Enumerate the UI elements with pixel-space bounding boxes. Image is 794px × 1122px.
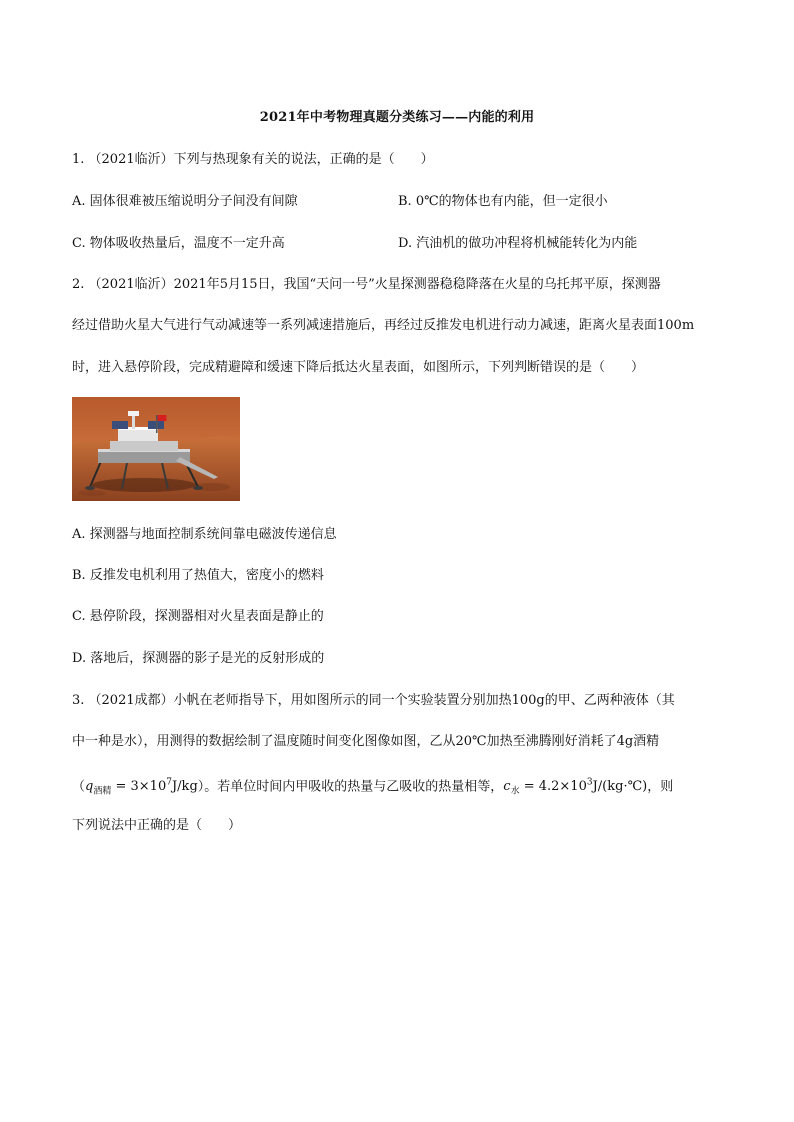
c-value: = 4.2×10 <box>519 779 587 795</box>
q3-mid-text: ）。若单位时间内甲吸收的热量与乙吸收的热量相等， <box>197 779 504 795</box>
q2-stem-line1: 2. （2021临沂）2021年5月15日，我国“天问一号”火星探测器稳稳降落在火星的乌托邦平原，探测器 <box>72 277 661 292</box>
q3-stem-line2: 中一种是水），用测得的数据绘制了温度随时间变化图像如图，乙从20℃加热至沸腾刚好消耗了4g酒精 <box>72 734 660 749</box>
c-unit: J/(kg·℃) <box>592 779 648 795</box>
q2-option-b: B. 反推发电机利用了热值大，密度小的燃料 <box>72 568 324 583</box>
q2-option-d: D. 落地后，探测器的影子是光的反射形成的 <box>72 651 325 666</box>
q-subscript: 酒精 <box>93 786 112 797</box>
q-exponent: 7 <box>166 778 172 788</box>
q3-stem-line3 <box>72 774 673 801</box>
q1-option-d: D. 汽油机的做功冲程将机械能转化为内能 <box>398 236 638 251</box>
q1-option-b: B. 0℃的物体也有内能，但一定很小 <box>398 194 608 209</box>
q-symbol: q <box>85 779 94 795</box>
mars-lander-photo <box>72 397 240 501</box>
q3-end-text: ，则 <box>647 779 674 795</box>
water-specific-heat-formula <box>503 778 648 797</box>
q2-option-a: A. 探测器与地面控制系统间靠电磁波传递信息 <box>72 527 337 542</box>
q2-stem-line2: 经过借助火星大气进行气动减速等一系列减速措施后，再经过反推发电机进行动力减速，距离火星表面100m <box>72 318 695 333</box>
mars-lander-illustration <box>72 397 240 501</box>
fuel-heat-value-formula <box>85 778 198 797</box>
q3-stem-line1: 3. （2021成都）小帆在老师指导下，用如图所示的同一个实验装置分别加热100g的甲、乙两种液体（其 <box>72 693 675 708</box>
c-symbol: c <box>503 779 511 795</box>
q3-stem-line4: 下列说法中正确的是（ ） <box>72 818 242 833</box>
q-value: = 3×10 <box>111 779 167 795</box>
q3-open-paren: （ <box>72 779 86 795</box>
c-subscript: 水 <box>510 786 520 797</box>
q2-stem-line3: 时，进入悬停阶段，完成精避障和缓速下降后抵达火星表面，如图所示，下列判断错误的是（ ） <box>72 360 645 375</box>
page-title: 2021年中考物理真题分类练习——内能的利用 <box>259 110 535 125</box>
q-unit: J/kg <box>171 779 198 795</box>
q1-option-c: C. 物体吸收热量后，温度不一定升高 <box>72 236 285 251</box>
q2-option-c: C. 悬停阶段，探测器相对火星表面是静止的 <box>72 609 324 624</box>
q1-option-a: A. 固体很难被压缩说明分子间没有间隙 <box>72 194 298 209</box>
q1-stem: 1. （2021临沂）下列与热现象有关的说法，正确的是（ ） <box>72 152 434 167</box>
c-exponent: 3 <box>586 778 593 788</box>
